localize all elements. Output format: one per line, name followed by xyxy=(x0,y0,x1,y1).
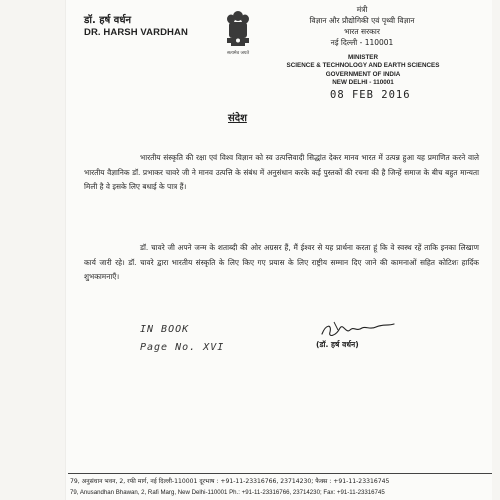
emblem-caption: सत्यमेव जयते xyxy=(226,51,250,56)
body-paragraph-2: डॉ. चावरे जी अपने जन्म के शताब्दी की ओर अग्रसर हैं, मैं ईश्वर से यह प्रार्थना करता हूं कि वे स्वस्थ रहें ताकि इनका लिखाण कार्य जारी रहे। डॉ. चावरे द्वारा भारतीय संस्कृति के लिए किए गए प्रयास के लिए राष्ट्रीय सम्मान दिए जाने की कामनाओं सहित कोटिशः हार्दिक शुभकामनाएँ। xyxy=(84,243,479,282)
minister-name-hindi: डॉ. हर्ष वर्धन xyxy=(84,15,132,26)
national-emblem-icon xyxy=(222,8,254,66)
office-english-line: NEW DELHI - 110001 xyxy=(332,78,394,86)
office-english-line: MINISTER xyxy=(347,54,379,61)
footer-address-english: 79, Anusandhan Bhawan, 2, Rafi Marg, New Delhi-110001 Ph.: +91-11-23316766, 23714230; Fax: +91-11-23316745 xyxy=(70,489,385,496)
office-english-line: SCIENCE & TECHNOLOGY AND EARTH SCIENCES xyxy=(286,62,440,70)
handwritten-note-line: Page No. XVI xyxy=(140,342,225,353)
handwritten-note xyxy=(140,321,224,357)
office-english-line: GOVERNMENT OF INDIA xyxy=(325,70,401,78)
letter-date: 08 FEB 2016 xyxy=(330,89,411,101)
office-english-block xyxy=(255,54,471,87)
office-hindi-line: भारत सरकार xyxy=(344,27,380,36)
office-hindi-line: नई दिल्ली - 110001 xyxy=(330,38,394,47)
footer-divider xyxy=(68,473,492,474)
signature-icon xyxy=(318,318,398,342)
office-hindi-block xyxy=(272,4,452,48)
body-paragraph-1: भारतीय संस्कृति की रक्षा एवं विश्व विज्ञान को स्व उत्पत्तिवादी सिद्धांत देकर मानव भारत में उत्पन्न हुआ यह प्रमाणित करने वाले भारतीय वैज्ञानिक डॉ. प्रभाकर चावरे जी ने मानव उत्पत्ति के संबंध में अनुसंधान करके कई पुस्तकों की रचना की है जिन्हें समाज के बीच बहुत मान्यता मिली है वे इसके लिए बधाई के पात्र हैं। xyxy=(84,153,479,192)
handwritten-note-line: IN BOOK xyxy=(140,324,190,335)
letter-heading: संदेश xyxy=(228,113,247,124)
signatory-name: (डॉ. हर्ष वर्धन) xyxy=(316,340,359,349)
footer-address-hindi: 79, अनुसंधान भवन, 2, रफी मार्ग, नई दिल्ली-110001 दूरभाष : +91-11-23316766, 23714230; फैक्स : +91-11-23316745 xyxy=(70,478,390,485)
minister-name-english: DR. HARSH VARDHAN xyxy=(84,27,188,38)
office-hindi-line: विज्ञान और प्रौद्योगिकी एवं पृथ्वी विज्ञान xyxy=(309,16,415,25)
office-hindi-line: मंत्री xyxy=(356,5,368,14)
